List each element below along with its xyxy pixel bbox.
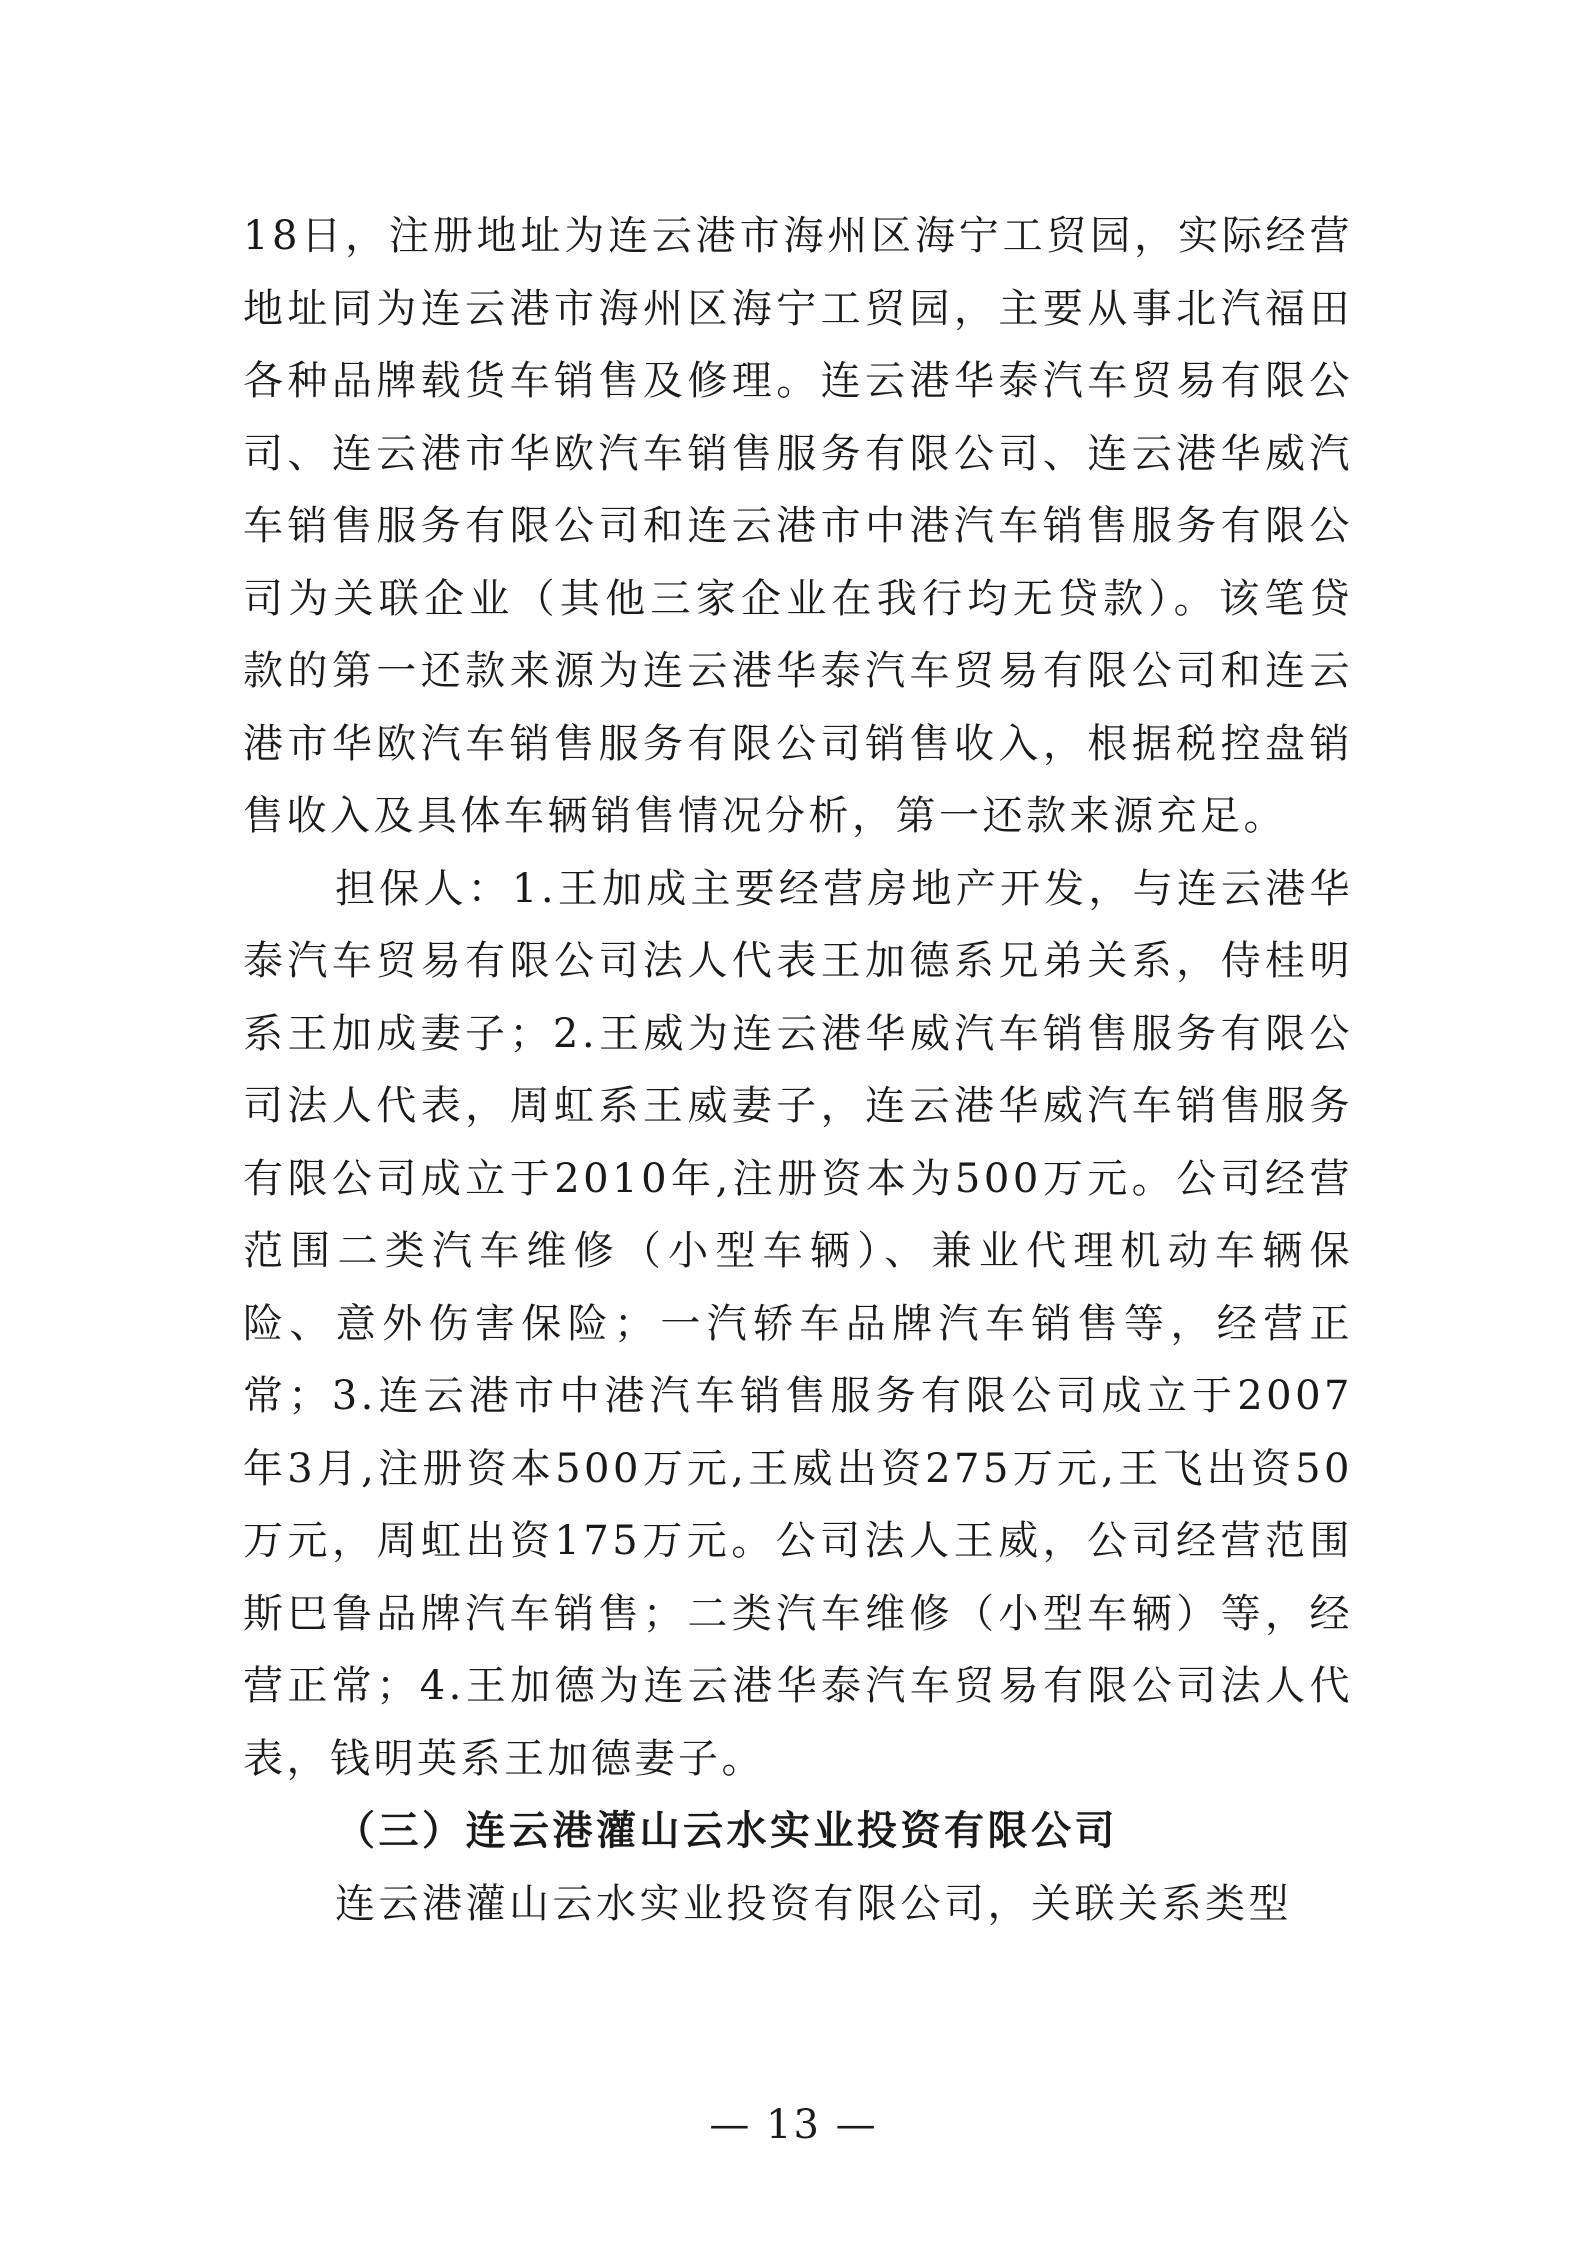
page-number: — 13 — <box>709 2102 878 2148</box>
paragraph-company-overview: 18日，注册地址为连云港市海州区海宁工贸园，实际经营地址同为连云港市海州区海宁工贸园，主要从事北汽福田各种品牌载货车销售及修理。连云港华泰汽车贸易有限公司、连云港市华欧汽车销售服务有限公司、连云港华威汽车销售服务有限公司和连云港市中港汽车销售服务有限公司为关联企业（其他三家企业在我行均无贷款）。该笔贷款的第一还款来源为连云港华泰汽车贸易有限公司和连云港市华欧汽车销售服务有限公司销售收入，根据税控盘销售收入及具体车辆销售情况分析，第一还款来源充足。 <box>243 213 1353 839</box>
section-heading: （三）连云港灌山云水实业投资有限公司 <box>335 1807 1118 1854</box>
paragraph-guarantors: 担保人：1.王加成主要经营房地产开发，与连云港华泰汽车贸易有限公司法人代表王加德系兄弟关系，侍桂明系王加成妻子；2.王威为连云港华威汽车销售服务有限公司法人代表，周虹系王威妻子，连云港华威汽车销售服务有限公司成立于2010年,注册资本为500万元。公司经营范围二类汽车维修（小型车辆）、兼业代理机动车辆保险、意外伤害保险；一汽轿车品牌汽车销售等，经营正常；3.连云港市中港汽车销售服务有限公司成立于2007年3月,注册资本500万元,王威出资275万元,王飞出资50万元，周虹出资175万元。公司法人王威，公司经营范围斯巴鲁品牌汽车销售；二类汽车维修（小型车辆）等，经营正常；4.王加德为连云港华泰汽车贸易有限公司法人代表，钱明英系王加德妻子。 <box>243 865 1353 1782</box>
paragraph-section-intro: 连云港灌山云水实业投资有限公司，关联关系类型 <box>335 1880 1292 1927</box>
document-body <box>243 200 1353 1940</box>
